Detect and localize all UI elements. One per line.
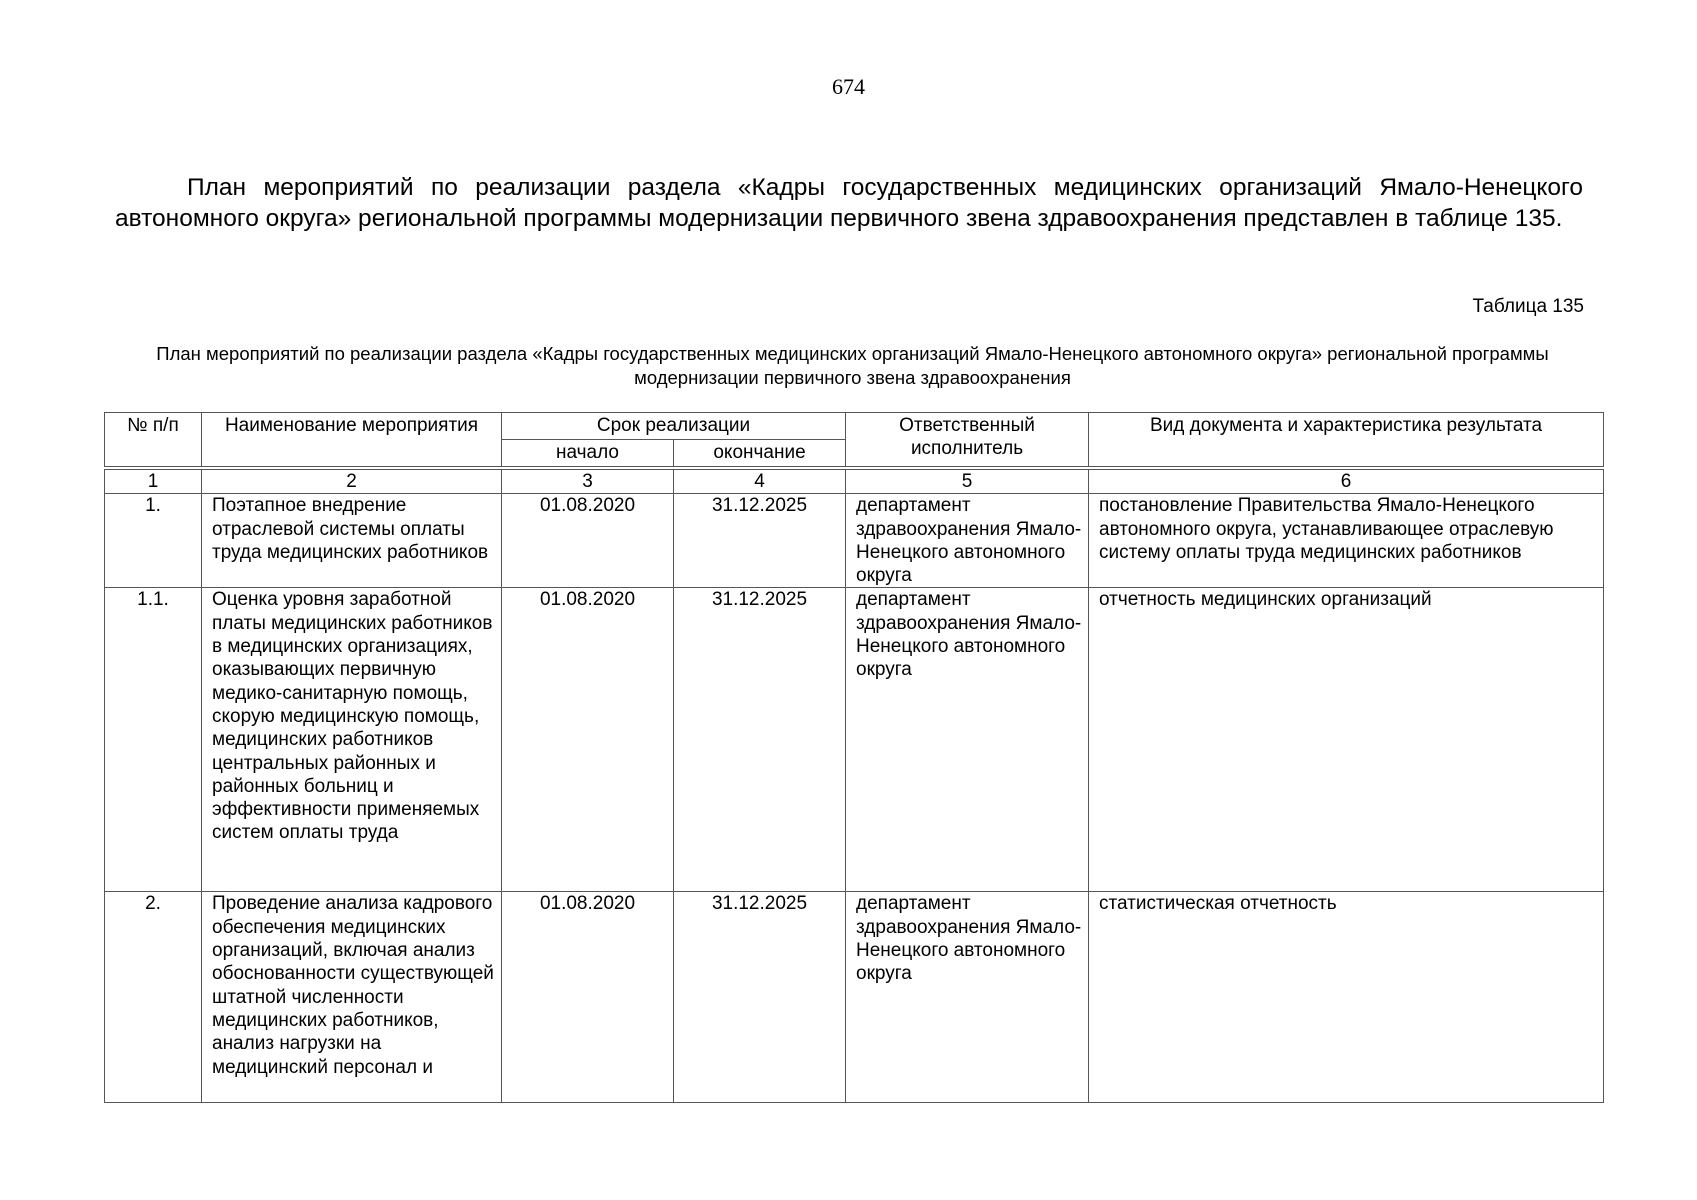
header-num: № п/п — [105, 413, 202, 467]
column-number: 5 — [846, 470, 1089, 494]
header-responsible: Ответственный исполнитель — [846, 413, 1089, 467]
row-num: 1.1. — [105, 588, 202, 892]
column-number: 6 — [1089, 470, 1604, 494]
row-start: 01.08.2020 — [502, 892, 674, 1103]
row-responsible: департамент здравоохранения Ямало-Ненецкого автономного округа — [846, 892, 1089, 1103]
column-number: 4 — [674, 470, 846, 494]
header-end: окончание — [674, 440, 846, 467]
row-name: Поэтапное внедрение отраслевой системы оплаты труда медицинских работников — [202, 494, 502, 588]
row-start: 01.08.2020 — [502, 588, 674, 892]
row-result: постановление Правительства Ямало-Ненецкого автономного округа, устанавливающее отраслевую систему оплаты труда медицинских работников — [1089, 494, 1604, 588]
row-name: Оценка уровня заработной платы медицинских работников в медицинских организациях, оказывающих первичную медико-санитарную помощь, скорую медицинскую помощь, медицинских работников центральных районных и районных больниц и эффективности применяемых систем оплаты труда — [202, 588, 502, 892]
row-responsible: департамент здравоохранения Ямало-Ненецкого автономного округа — [846, 588, 1089, 892]
table-row — [105, 494, 1604, 588]
header-result: Вид документа и характеристика результата — [1089, 413, 1604, 467]
table-row — [105, 892, 1604, 1103]
row-result: отчетность медицинских организаций — [1089, 588, 1604, 892]
table-caption: План мероприятий по реализации раздела «Кадры государственных медицинских организаций Ямало-Ненецкого автономного округа» региональной программы модернизации первичного звена здравоохранения — [156, 343, 1549, 388]
row-num: 2. — [105, 892, 202, 1103]
table-row — [105, 588, 1604, 892]
header-period: Срок реализации — [502, 413, 846, 440]
row-result: статистическая отчетность — [1089, 892, 1604, 1103]
intro-paragraph: План мероприятий по реализации раздела «Кадры государственных медицинских организаций Ямало-Ненецкого автономного округа» региональной программы модернизации первичного звена здравоохранения представлен в таблице 135. — [115, 174, 1583, 232]
table-body — [104, 469, 1604, 1103]
row-start: 01.08.2020 — [502, 494, 674, 588]
row-end: 31.12.2025 — [674, 892, 846, 1103]
row-end: 31.12.2025 — [674, 588, 846, 892]
row-name: Проведение анализа кадрового обеспечения медицинских организаций, включая анализ обоснованности существующей штатной численности медицинских работников, анализ нагрузки на медицинский персонал и — [202, 892, 502, 1103]
table-label: Таблица 135 — [1472, 296, 1584, 317]
header-name: Наименование мероприятия — [202, 413, 502, 467]
column-number: 2 — [202, 470, 502, 494]
column-number-row — [105, 470, 1604, 494]
row-end: 31.12.2025 — [674, 494, 846, 588]
column-number: 1 — [105, 470, 202, 494]
page-number: 674 — [832, 74, 865, 99]
row-num: 1. — [105, 494, 202, 588]
header-start: начало — [502, 440, 674, 467]
table-header — [104, 412, 1604, 467]
row-responsible: департамент здравоохранения Ямало-Ненецкого автономного округа — [846, 494, 1089, 588]
column-number: 3 — [502, 470, 674, 494]
